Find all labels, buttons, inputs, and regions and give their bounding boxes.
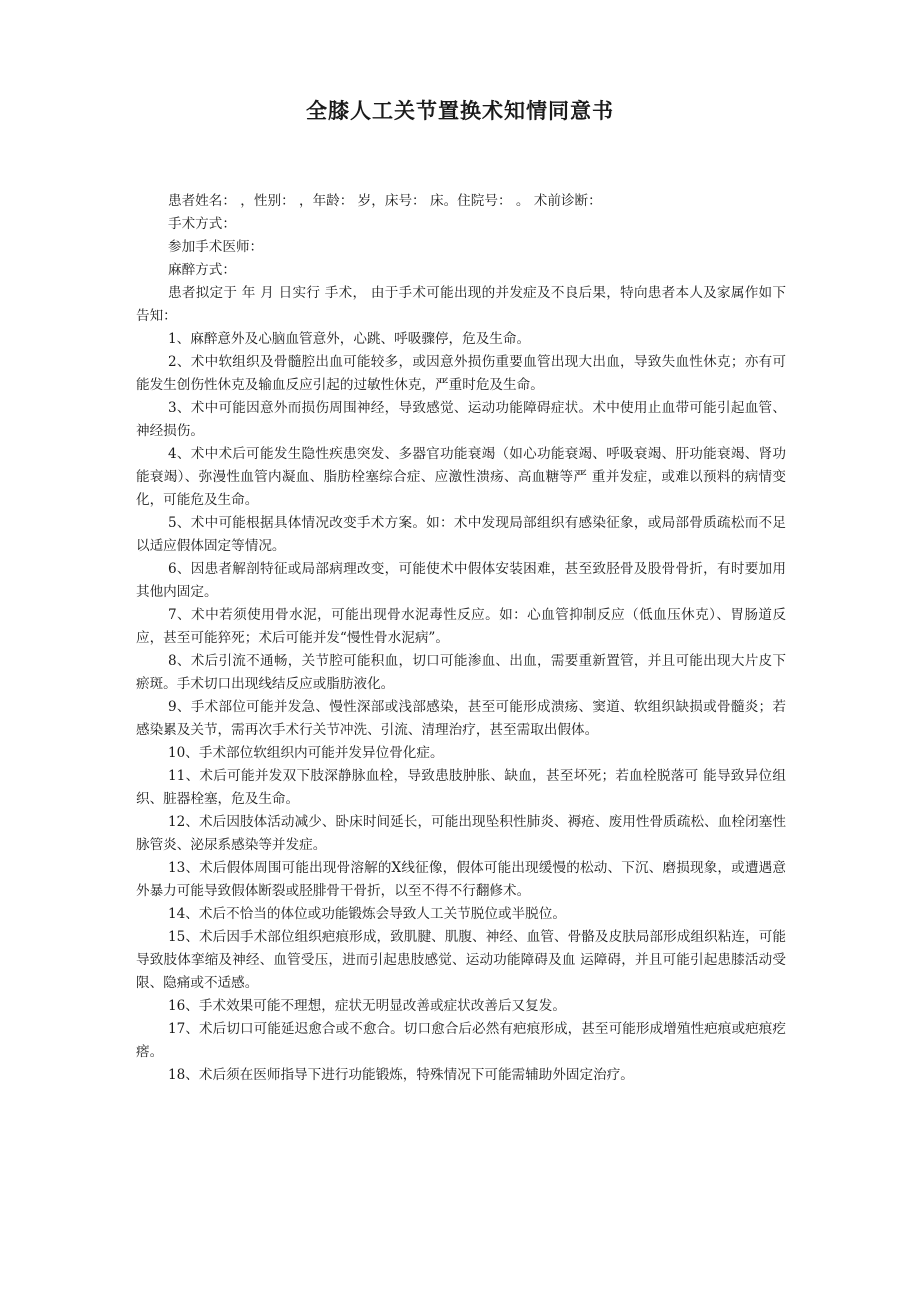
risk-item: 14、术后不恰当的体位或功能锻炼会导致人工关节脱位或半脱位。 <box>168 906 566 922</box>
surgery-method-line: 手术方式： <box>168 216 236 232</box>
risk-item: 15、术后因手术部位组织疤痕形成，致肌腱、肌腹、神经、血管、骨骼及皮肤局部形成组织粘连，可能导致肢体挛缩及神经、血管受压，进而引起患肢感觉、运动功能障碍及血 运障碍，并且可能引起患膝活动受限、隐痛或不适感。 <box>136 929 786 991</box>
risk-item: 12、术后因肢体活动减少、卧床时间延长，可能出现坠积性肺炎、褥疮、废用性骨质疏松、血栓闭塞性脉管炎、泌尿系感染等并发症。 <box>136 814 786 853</box>
anesthesia-line: 麻醉方式： <box>168 262 236 278</box>
risk-item: 17、术后切口可能延迟愈合或不愈合。切口愈合后必然有疤痕形成，甚至可能形成增殖性疤痕或疤痕疙瘩。 <box>136 1021 786 1060</box>
risk-item: 4、术中术后可能发生隐性疾患突发、多器官功能衰竭（如心功能衰竭、呼吸衰竭、肝功能衰竭、肾功能衰竭）、弥漫性血管内凝血、脂肪栓塞综合症、应激性溃疡、高血糖等严 重并发症，或难以预料的病情变化，可能危及生命。 <box>136 446 786 508</box>
risk-item: 16、手术效果可能不理想，症状无明显改善或症状改善后又复发。 <box>168 998 566 1014</box>
risk-item: 10、手术部位软组织内可能并发异位骨化症。 <box>168 745 444 761</box>
risk-item: 3、术中可能因意外而损伤周围神经，导致感觉、运动功能障碍症状。术中使用止血带可能引起血管、神经损伤。 <box>136 400 786 439</box>
risk-item: 18、术后须在医师指导下进行功能锻炼，特殊情况下可能需辅助外固定治疗。 <box>168 1067 634 1083</box>
risk-item: 2、术中软组织及骨髓腔出血可能较多，或因意外损伤重要血管出现大出血，导致失血性休克；亦有可能发生创伤性休克及输血反应引起的过敏性休克，严重时危及生命。 <box>136 354 786 393</box>
document-body <box>136 190 786 1087</box>
risk-item: 5、术中可能根据具体情况改变手术方案。如：术中发现局部组织有感染征象，或局部骨质疏松而不足以适应假体固定等情况。 <box>136 515 786 554</box>
risk-item: 6、因患者解剖特征或局部病理改变，可能使术中假体安装困难，甚至致胫骨及股骨骨折，有时要加用其他内固定。 <box>136 561 786 600</box>
intro-paragraph: 患者拟定于 年 月 日实行 手术， 由于手术可能出现的并发症及不良后果，特向患者本人及家属作如下告知： <box>136 285 786 324</box>
risk-item: 13、术后假体周围可能出现骨溶解的X线征像，假体可能出现缓慢的松动、下沉、磨损现象，或遭遇意外暴力可能导致假体断裂或胫腓骨干骨折，以至不得不行翻修术。 <box>136 860 786 899</box>
risk-item: 7、术中若须使用骨水泥，可能出现骨水泥毒性反应。如：心血管抑制反应（低血压休克）、胃肠道反应，甚至可能猝死；术后可能并发“慢性骨水泥病”。 <box>136 607 786 646</box>
risk-item: 8、术后引流不通畅，关节腔可能积血，切口可能渗血、出血，需要重新置管，并且可能出现大片皮下瘀斑。手术切口出现线结反应或脂肪液化。 <box>136 653 786 692</box>
document-title: 全膝人工关节置换术知情同意书 <box>306 99 614 123</box>
risk-item: 9、手术部位可能并发急、慢性深部或浅部感染，甚至可能形成溃疡、窦道、软组织缺损或骨髓炎；若感染累及关节，需再次手术行关节冲洗、引流、清理治疗，甚至需取出假体。 <box>136 699 786 738</box>
risk-item: 1、麻醉意外及心脑血管意外，心跳、呼吸骤停，危及生命。 <box>168 331 531 347</box>
patient-info-line: 患者姓名： ，性别： ，年龄： 岁，床号： 床。住院号： 。 术前诊断： <box>168 193 602 209</box>
surgeons-line: 参加手术医师： <box>168 239 264 255</box>
risk-item: 11、术后可能并发双下肢深静脉血栓，导致患肢肿胀、缺血，甚至坏死；若血栓脱落可 能导致异位组织、脏器栓塞，危及生命。 <box>136 768 786 807</box>
